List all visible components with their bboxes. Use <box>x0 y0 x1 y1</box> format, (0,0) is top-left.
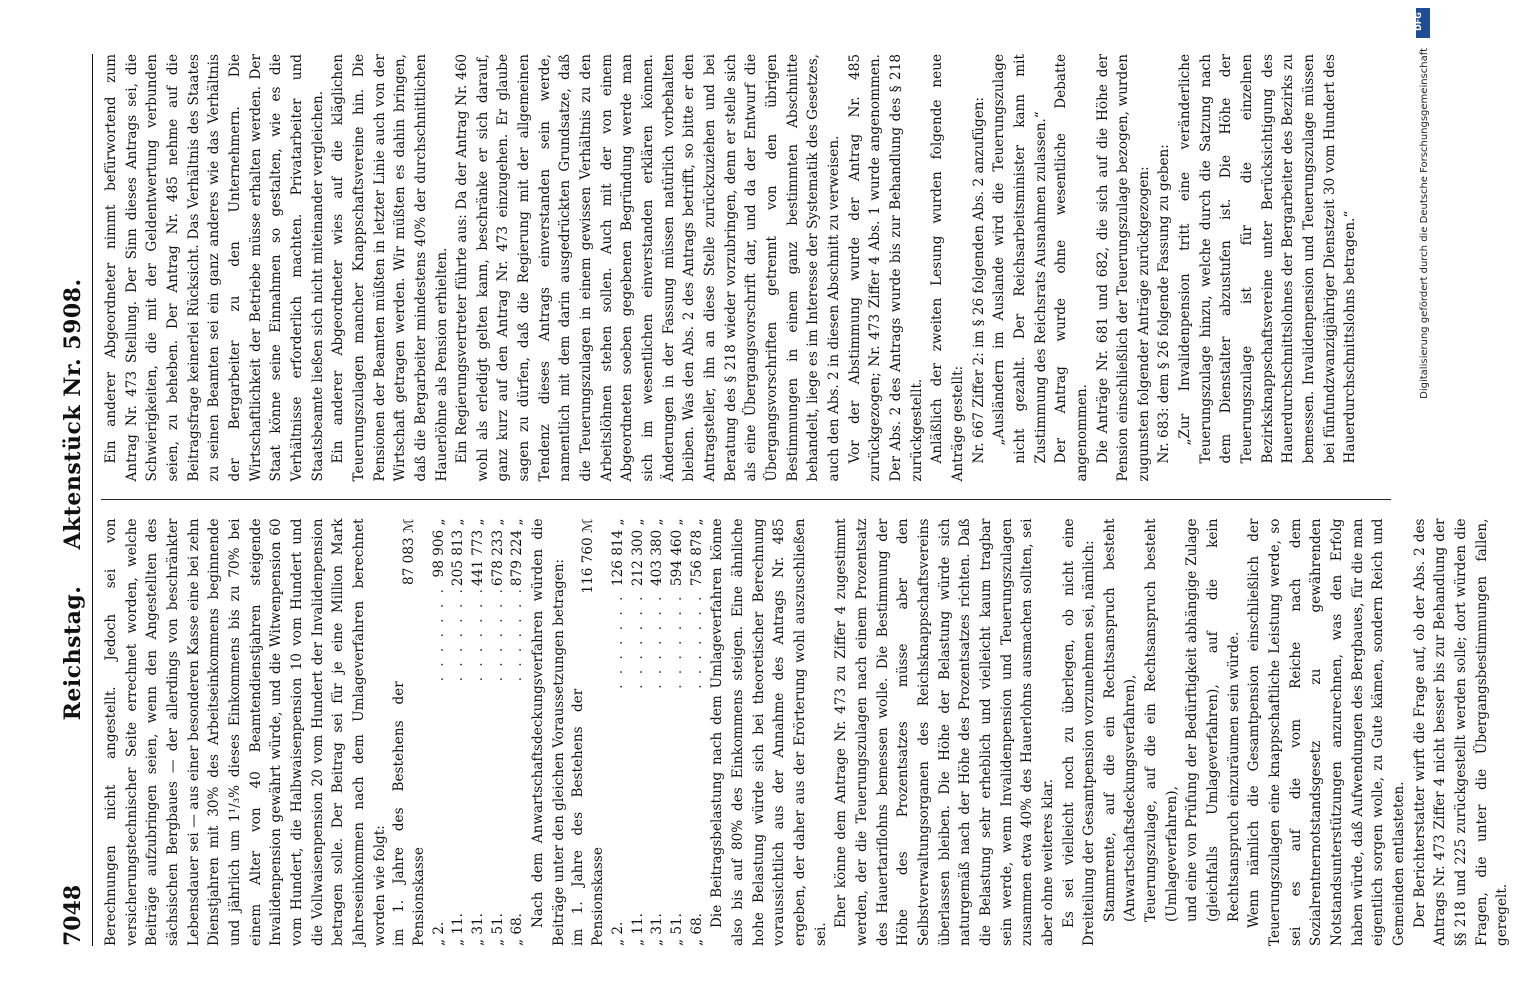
right-paragraph-4: Vor der Abstimmung wurde der Antrag Nr. 485 zurückgezogen; Nr. 473 Ziffer 4 Abs. 1 wurde angenommen. Der Abs. 2 des Antrags wurde bis zur Behandlung des § 218 zurückgestellt. <box>846 54 925 482</box>
dfg-logo-badge <box>1413 8 1430 38</box>
table-row <box>668 519 688 947</box>
left-paragraph-2: Nach dem Anwartschaftsdeckungsverfahren würden die Beiträge unter den gleichen Voraussetzungen betragen: <box>530 518 567 946</box>
left-paragraph-6: Wenn nämlich die Gesamtpension einschließlich der Teuerungszulagen eine knappschaftliche Leistung werde, so sei es auf die vom Reiche nach dem Sozialrentnernotstandsgesetz zu gewährenden Notstandsunterstützungen anzurechnen, was den Erfolg haben würde, daß Aufwendungen des Bergbaues, für die man eigentlich sorgen wolle, zu Gute kämen, sondern Reich und Gemeinden entlasteten. <box>1246 518 1407 946</box>
page-number: 7048 <box>60 884 86 946</box>
table-row-year: „ 68. <box>509 913 526 946</box>
table-row-year: „ 31. <box>649 913 666 946</box>
left-paragraph-3: Die Beitragsbelastung nach dem Umlageverfahren könne also bis auf 80% des Einkommens steigen. Eine ähnliche hohe Belastung würde sich bei theoretischer Berechnung voraussichtlich aus der Annahme des Antrags Nr. 485 ergeben, der daher aus der Erörterung wohl auszuschließen sei. <box>709 518 829 946</box>
page-header <box>60 54 93 946</box>
table-row-year: „ 31. <box>470 913 486 946</box>
column-divider <box>101 500 1391 501</box>
table-row-amount: 205 813 „ <box>450 518 467 587</box>
table-row-amount: 594 460 „ <box>668 518 685 587</box>
table-row <box>489 519 509 947</box>
quoted-amendment-667: „Ausländern im Auslande wird die Teuerungszulage nicht gezahlt. Der Reichsarbeitsminister kann mit Zustimmung des Reichsrats Ausnahmen zulassen.“ <box>991 54 1049 464</box>
leader-dots: . . . . . . . <box>470 586 486 682</box>
leader-dots: . . . . . . . <box>609 593 626 689</box>
dfg-logo-text: DFG <box>1413 12 1423 31</box>
digitization-credit <box>1406 8 1432 998</box>
table-row-amount: 756 878 „ <box>688 518 705 587</box>
quoted-amendment-683: „Zur Invalidenpension tritt eine veränderliche Teuerungszulage hinzu, welche durch die Satzung nach dem Dienstalter abzustufen ist. Die Höhe der Teuerungszulage ist für die einzelnen Bezirksknappschaftsvereine unter Berücksichtigung des Hauerdurchschnittslohnes der Bergarbeiter des Bezirks zu bemessen. Invalidenpension und Teuerungszulage müssen bei fünfundzwanzigjähriger Dienstzeit 30 vom Hundert des Hauerdurchschnittslohns betragen.“ <box>1177 54 1359 464</box>
table-row-amount: 879 224 „ <box>509 518 526 587</box>
table-row <box>609 519 629 947</box>
tripartite-list <box>1100 519 1245 947</box>
table-row-year: „ 68. <box>688 913 705 946</box>
list-item: Teuerungszulage, auf die ein Rechtsanspruch besteht (Umlageverfahren), <box>1143 518 1180 922</box>
leader-dots: . . . . . . . <box>688 593 705 689</box>
table-row-amount: 87 083 ℳ <box>401 518 418 585</box>
anwartschaft-table <box>569 519 707 947</box>
left-paragraph-1: Berechnungen nicht angestellt. Jedoch sei von versicherungstechnischer Seite errechnet worden, welche Beiträge aufzubringen seien, wenn den Angestellten des sächsischen Bergbaues — der allerdings von beschränkter Lebensdauer sei — aus einer besonderen Kasse eine bei zehn Dienstjahren mit 30% des Arbeitseinkommens beginnende und jährlich um 1¹/₃% dieses Einkommens bis zu 70% bei einem Alter von 40 Beamtendienstjahren steigende Invalidenpension gewährt würde, und die Witwenpension 60 vom Hundert, die Halbwaisenpension 10 vom Hundert und die Vollwaisenpension 20 vom Hundert der Invalidenpension betragen solle. Der Beitrag sei für je eine Million Mark Jahreseinkommen nach dem Umlageverfahren berechnet worden wie folgt: <box>103 518 388 946</box>
leader-dots: . . . . . . . <box>649 593 666 689</box>
leader-dots: . . . . . . . <box>668 593 685 689</box>
leader-dots: . . . . . . . <box>430 586 447 682</box>
table-row <box>390 519 429 947</box>
table-row <box>629 519 649 947</box>
running-head-left: Reichstag. <box>60 585 86 721</box>
table-row-year: „ 2. <box>430 921 447 946</box>
list-item: und eine von Prüfung der Bedürftigkeit abhängige Zulage (gleichfalls Umlageverfahren), auf die kein Rechtsanspruch einzuräumen sein würde. <box>1184 518 1242 922</box>
right-column <box>101 54 1391 482</box>
table-row <box>569 519 608 947</box>
table-row-amount: 212 300 „ <box>629 518 646 587</box>
left-paragraph-5: Es sei vielleicht noch zu überlegen, ob nicht eine Dreiteilung der Gesamtpension vorzunehmen sei, nämlich: <box>1060 518 1098 946</box>
left-paragraph-4: Eher könne dem Antrage Nr. 473 zu Ziffer 4 zugestimmt werden, der die Teuerungszulagen nach einem Prozentsatz des Hauertariflohns bemessen wolle. Die Bestimmung der Höhe des Prozentsatzes müsse aber den Selbstverwaltungsorganen des Reichsknappschaftsvereins überlassen bleiben. Die Höhe der Belastung würde sich naturgemäß nach der Höhe des Prozentsatzes richten. Daß die Belastung sehr erheblich und vielleicht kaum tragbar sein werde, wenn Invalidenpension und Teuerungszulagen zusammen etwa 40% des Hauerlohns ausmachen sollten, sei aber ohne weiteres klar. <box>833 518 1056 946</box>
right-paragraph-1: Ein anderer Abgeordneter nimmt befürwortend zum Antrag Nr. 473 Stellung. Der Sinn dieses Antrags sei, die Schwierigkeiten, die mit der Geldentwertung verbunden seien, zu beheben. Der Antrag Nr. 485 nehme auf die Beitragsfrage keinerlei Rücksicht. Das Verhältnis des Staates zu seinen Beamten sei ein ganz anderes wie das Verhältnis der Bergarbeiter zu den Unternehmern. Die Wirtschaftlichkeit der Betriebe müsse erhalten werden. Der Staat könne seine Einnahmen so gestalten, wie es die Verhältnisse erforderlich machten. Privatarbeiter und Staatsbeamte ließen sich nicht miteinander vergleichen. <box>103 54 326 482</box>
table-row-amount: 116 760 ℳ <box>580 518 597 594</box>
table-row-amount: 441 773 „ <box>470 518 486 587</box>
right-paragraph-7: Der Antrag wurde ohne wesentliche Debatte angenommen. <box>1053 54 1090 482</box>
table-row-amount: 678 233 „ <box>489 518 506 587</box>
table-row <box>430 519 450 947</box>
table-row <box>648 519 668 947</box>
table-row-year: „ 11. <box>629 913 646 946</box>
running-head <box>60 278 86 720</box>
leader-dots <box>390 586 429 681</box>
table-row <box>469 519 489 947</box>
digitization-credit-text: Digitalisierung gefördert durch die Deutsche Forschungsgemeinschaft <box>1419 48 1430 399</box>
right-paragraph-3: Ein Regierungsvertreter führte aus: Da der Antrag Nr. 460 wohl als erledigt gelten kann, beschränke er sich darauf, ganz kurz auf den Antrag Nr. 473 einzugehen. Er glaube sagen zu dürfen, daß die Regierung mit der allgemeinen Tendenz dieses Antrags einverstanden sein werde, namentlich mit dem darin ausgedrückten Grundsatze, daß die Teuerungszulagen in einem gewissen Verhältnis zu den Arbeitslöhnen stehen sollen. Auch mit der von einem Abgeordneten soeben gegebenen Begründung werde man sich im wesentlichen einverstanden erklären können. Änderungen in der Fassung müssen natürlich vorbehalten bleiben. Was den Abs. 2 des Antrags betrifft, so bitte er den Antragsteller, ihn an diese Stelle zurückzuziehen und bei Beratung des § 218 wieder vorzubringen, denn er stelle sich als eine Übergangsvorschrift dar, und da der Entwurf die Übergangsvorschriften getrennt von den übrigen Bestimmungen in einem ganz bestimmten Abschnitte behandelt, liege es im Interesse der Systematik des Gesetzes, auch den Abs. 2 in diesen Abschnitt zu verweisen. <box>454 54 842 482</box>
table-row-amount: 98 906 „ <box>430 518 447 578</box>
list-item: Stammrente, auf die ein Rechtsanspruch besteht (Anwartschaftsdeckungsverfahren), <box>1101 518 1139 922</box>
table-row <box>688 519 708 947</box>
leader-dots <box>569 594 608 689</box>
table-row-amount: 126 814 „ <box>609 518 626 587</box>
table-row <box>508 519 528 947</box>
table-row-year: „ 2. <box>609 921 626 946</box>
left-column <box>101 518 1511 947</box>
right-paragraph-2: Ein anderer Abgeordneter wies auf die kläglichen Teuerungszulagen mancher Knappschaftsvereine hin. Die Pensionen der Beamten müßten in letzter Linie auch von der Wirtschaft getragen werden. Wir müßten es dahin bringen, daß die Bergarbeiter mindestens 40% der durchschnittlichen Hauerlöhne als Pension erhielten. <box>330 54 450 482</box>
table-row-year: „ 11. <box>450 913 467 946</box>
right-paragraph-6: Nr. 667 Ziffer 2: im § 26 folgenden Abs. 2 anzufügen: <box>970 96 987 464</box>
leader-dots: . . . . . . . <box>629 593 646 689</box>
table-row <box>449 519 469 947</box>
left-paragraph-7: Der Berichterstatter wirft die Frage auf, ob der Abs. 2 des Antrags Nr. 473 Ziffer 4 nicht besser bis zur Behandlung der §§ 218 und 225 zurückgestellt werden solle; dort würden die Fragen, die unter die Übergangsbestimmungen fallen, geregelt. <box>1411 518 1511 946</box>
table-row-year: im 1. Jahre des Bestehens der Pensionskasse <box>391 681 427 946</box>
leader-dots: . . . . . . . <box>450 586 467 682</box>
right-paragraph-5: Anläßlich der zweiten Lesung wurden folgende neue Anträge gestellt: <box>929 54 966 482</box>
right-paragraph-8: Die Anträge Nr. 681 und 682, die sich auf die Höhe der Pension einschließlich der Teuerungszulage bezogen, wurden zugunsten folgender Anträge zurückgezogen: <box>1094 54 1152 482</box>
leader-dots: . . . . . . . <box>489 586 506 682</box>
right-paragraph-9: Nr. 683: dem § 26 folgende Fassung zu geben: <box>1156 144 1173 464</box>
umlage-table <box>390 519 528 947</box>
table-row-year: im 1. Jahre des Bestehens der Pensionskasse <box>570 688 607 946</box>
running-head-right: Aktenstück Nr. 5908. <box>60 278 86 550</box>
table-row-year: „ 51. <box>668 913 685 946</box>
leader-dots: . . . . . . . <box>509 586 526 682</box>
table-row-year: „ 51. <box>489 913 506 946</box>
table-row-amount: 403 380 „ <box>649 518 666 587</box>
